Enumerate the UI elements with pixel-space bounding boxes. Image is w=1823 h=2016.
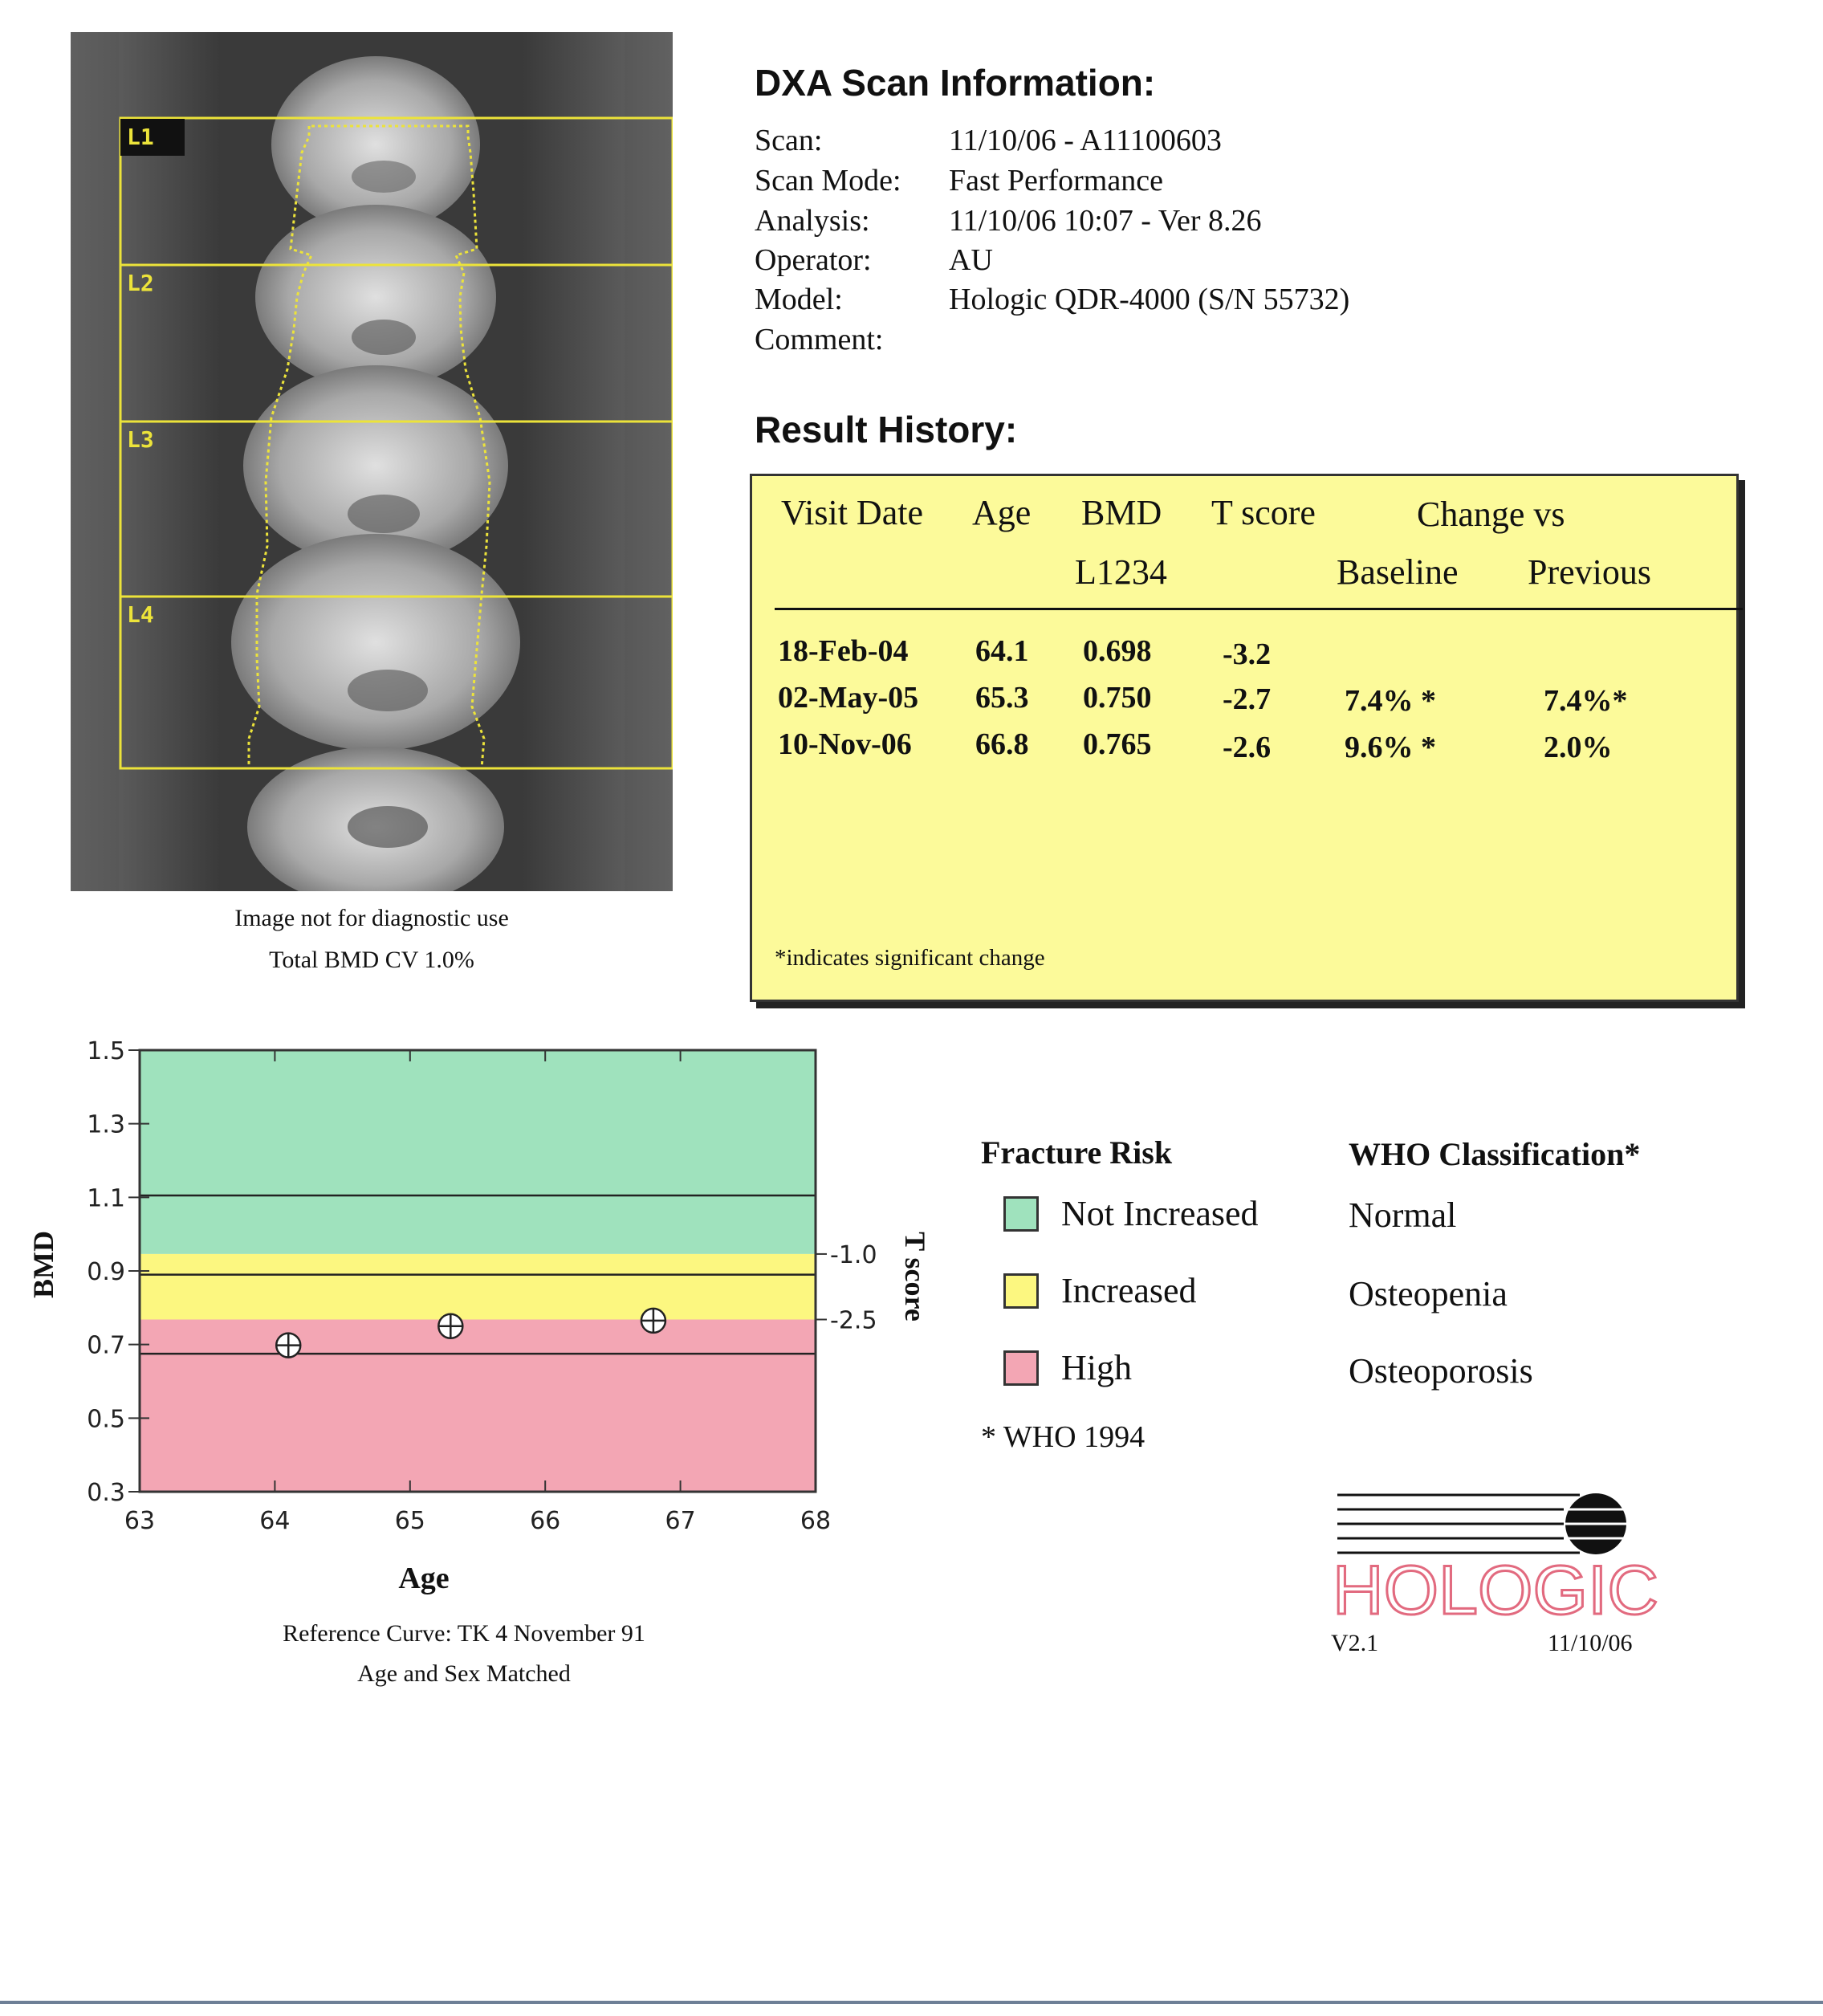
col-header-bmd: BMD	[1081, 493, 1162, 532]
row3-tscore: -2.6	[1223, 731, 1272, 764]
y-tick-label: 0.3	[87, 1479, 125, 1507]
reference-curve-caption: Reference Curve: TK 4 November 91	[283, 1620, 645, 1647]
row3-baseline: 9.6% *	[1345, 731, 1436, 764]
info-row-model	[755, 279, 1349, 320]
row1-date: 18-Feb-04	[778, 634, 909, 668]
col-header-bmd-region: L1234	[1075, 552, 1167, 592]
legend-who-osteoporosis: Osteoporosis	[1349, 1351, 1533, 1391]
scan-info-heading: DXA Scan Information:	[755, 62, 1156, 104]
y-tick-label: 1.1	[87, 1184, 125, 1213]
t-score-tick-label: -1.0	[830, 1240, 877, 1269]
col-header-baseline: Baseline	[1337, 552, 1459, 592]
info-label: Model:	[755, 283, 843, 316]
legend-fracture-risk-heading: Fracture Risk	[981, 1134, 1173, 1171]
col-header-visit-date: Visit Date	[781, 493, 923, 532]
image-caption-line2: Total BMD CV 1.0%	[269, 947, 474, 973]
x-tick-label: 67	[665, 1507, 696, 1535]
t-score-axis	[816, 1241, 877, 1335]
data-point-3	[641, 1309, 665, 1333]
col-header-change: Change vs	[1417, 495, 1565, 534]
info-label: Comment:	[755, 323, 884, 356]
risk-band-high	[140, 1320, 816, 1493]
info-label: Operator:	[755, 243, 872, 277]
risk-band-not-increased	[140, 1050, 816, 1254]
x-axis-label: Age	[398, 1562, 450, 1595]
info-value: Hologic QDR-4000 (S/N 55732)	[949, 283, 1350, 316]
info-value: Fast Performance	[949, 164, 1163, 198]
row2-date: 02-May-05	[778, 681, 919, 715]
legend-who-normal: Normal	[1349, 1195, 1457, 1235]
info-row-comment	[755, 320, 949, 360]
significant-change-note: *indicates significant change	[775, 945, 1045, 971]
row1-age: 64.1	[975, 634, 1029, 668]
row3-age: 66.8	[975, 727, 1029, 761]
row2-age: 65.3	[975, 681, 1029, 715]
info-label: Scan Mode:	[755, 164, 901, 198]
y-tick-label: 1.5	[87, 1037, 125, 1065]
legend-risk-not-increased: Not Increased	[1061, 1194, 1259, 1233]
col-header-previous: Previous	[1528, 552, 1651, 592]
row1-bmd: 0.698	[1083, 634, 1152, 668]
region-label-l3: L3	[127, 426, 154, 453]
row3-date: 10-Nov-06	[778, 727, 912, 761]
data-point-2	[438, 1314, 462, 1338]
x-tick-label: 68	[800, 1507, 832, 1535]
image-caption	[71, 898, 673, 981]
x-tick-label: 63	[124, 1507, 156, 1535]
legend-who-osteopenia: Osteopenia	[1349, 1274, 1508, 1313]
x-tick-label: 66	[530, 1507, 561, 1535]
y-tick-label: 1.3	[87, 1110, 125, 1139]
image-caption-line1: Image not for diagnostic use	[234, 905, 509, 931]
info-row-operator	[755, 240, 993, 280]
info-value: 11/10/06 - A11100603	[949, 124, 1222, 157]
legend-swatch-increased	[1003, 1273, 1039, 1309]
logo-lines	[1337, 1495, 1580, 1553]
data-point-1	[276, 1334, 300, 1358]
info-label: Scan:	[755, 124, 823, 157]
page-bottom-rule	[0, 2001, 1823, 2004]
hologic-logo	[1331, 1487, 1668, 1623]
t-score-tick-label: -2.5	[830, 1306, 877, 1335]
info-value: 11/10/06 10:07 - Ver 8.26	[949, 204, 1262, 238]
col-header-age: Age	[972, 493, 1032, 532]
row2-bmd: 0.750	[1083, 681, 1152, 715]
y-tick-label: 0.5	[87, 1405, 125, 1434]
info-row-scan-mode	[755, 161, 1163, 201]
legend-swatch-high	[1003, 1350, 1039, 1386]
region-label-l4: L4	[127, 601, 154, 628]
col-header-tscore: T score	[1211, 493, 1316, 532]
row1-tscore: -3.2	[1223, 637, 1272, 671]
t-score-axis-label: T score	[899, 1232, 931, 1322]
who-1994-footnote: * WHO 1994	[981, 1420, 1145, 1454]
table-header-rule	[775, 608, 1743, 610]
result-history-table	[750, 474, 1739, 1002]
report-date: 11/10/06	[1548, 1630, 1633, 1656]
logo-wordmark: HOLOGIC	[1333, 1552, 1658, 1623]
risk-bands	[140, 1050, 816, 1492]
info-label: Analysis:	[755, 204, 870, 238]
legend-risk-high: High	[1061, 1348, 1132, 1387]
legend-risk-increased: Increased	[1061, 1271, 1197, 1310]
version-label: V2.1	[1331, 1630, 1379, 1656]
row2-previous: 7.4%*	[1544, 684, 1628, 718]
age-sex-matched-caption: Age and Sex Matched	[357, 1660, 571, 1687]
info-value: AU	[949, 243, 993, 277]
legend-swatch-not-increased	[1003, 1196, 1039, 1232]
y-tick-label: 0.7	[87, 1331, 125, 1360]
dxa-spine-image	[71, 32, 673, 891]
y-tick-label: 0.9	[87, 1258, 125, 1286]
result-history-heading	[755, 408, 1017, 451]
row2-tscore: -2.7	[1223, 682, 1272, 716]
bmd-chart	[0, 1020, 931, 1710]
row2-baseline: 7.4% *	[1345, 684, 1436, 718]
region-label-l1: L1	[127, 124, 154, 150]
x-tick-label: 64	[259, 1507, 291, 1535]
y-axis-label: BMD	[27, 1231, 59, 1298]
legend-who-heading: WHO Classification*	[1349, 1136, 1641, 1172]
result-history-heading-text: Result History:	[755, 409, 1018, 450]
row3-bmd: 0.765	[1083, 727, 1152, 761]
info-row-scan	[755, 120, 1222, 161]
row3-previous: 2.0%	[1544, 731, 1613, 764]
region-label-l2: L2	[127, 270, 154, 296]
risk-band-increased	[140, 1254, 816, 1320]
info-row-analysis	[755, 201, 1261, 241]
x-tick-label: 65	[394, 1507, 425, 1535]
